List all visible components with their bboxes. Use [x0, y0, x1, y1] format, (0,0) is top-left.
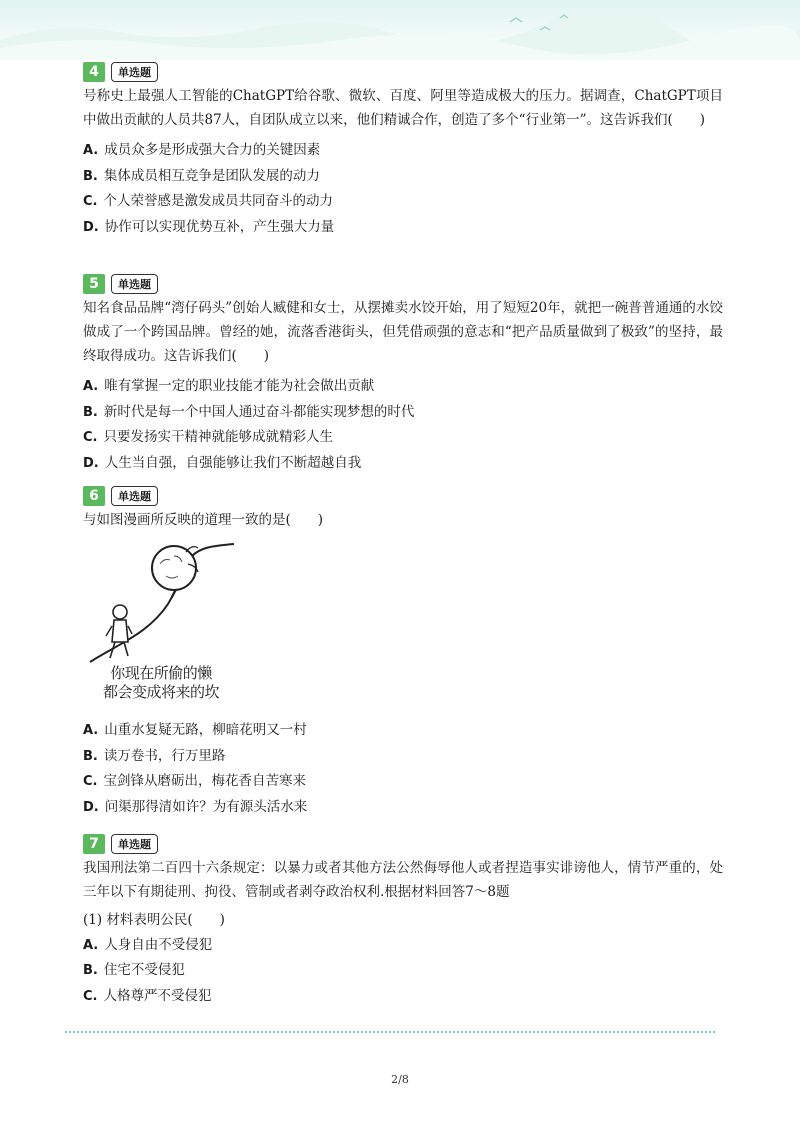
cartoon-caption-line: 你现在所偷的懒 [110, 664, 212, 682]
question-header [83, 62, 723, 82]
question-6-options [83, 718, 723, 820]
option-key: C. [83, 774, 98, 789]
option-key: A. [83, 937, 99, 953]
question-6 [83, 486, 723, 532]
option-text: 成员众多是形成强大合力的关键因素 [104, 142, 321, 158]
option-a[interactable] [83, 138, 723, 164]
option-c[interactable] [83, 984, 723, 1010]
option-key: B. [83, 963, 98, 978]
question-number: 7 [83, 834, 105, 854]
option-c[interactable] [83, 425, 723, 451]
option-text: 宝剑锋从磨砺出，梅花香自苦寒来 [103, 773, 306, 789]
cartoon-caption [86, 664, 236, 702]
option-b[interactable] [83, 164, 723, 190]
option-text: 住宅不受侵犯 [103, 962, 185, 978]
option-key: C. [83, 194, 98, 209]
option-c[interactable] [83, 189, 723, 215]
option-text: 读万卷书，行万里路 [103, 747, 226, 764]
question-stem: 知名食品品牌“湾仔码头”创始人臧健和女士，从摆摊卖水饺开始，用了短短20年，就把一碗普普通通的水饺做成了一个跨国品牌。曾经的她，流落香港街头，但凭借顽强的意志和“把产品质量做到了极致”的坚持，最终取得成功。这告诉我们( ) [83, 300, 723, 364]
option-b[interactable] [83, 400, 723, 426]
option-text: 人生当自强，自强能够让我们不断超越自我 [104, 454, 362, 471]
option-key: B. [83, 168, 98, 184]
option-text: 新时代是每一个中国人通过奋斗都能实现梦想的时代 [103, 403, 415, 420]
option-text: 问渠那得清如许？为有源头活水来 [104, 798, 308, 815]
option-b[interactable] [83, 744, 723, 770]
question-header [83, 274, 723, 294]
option-key: A. [83, 723, 99, 738]
option-key: D. [83, 799, 99, 815]
option-key: A. [83, 379, 99, 394]
option-text: 人身自由不受侵犯 [104, 936, 213, 953]
question-header [83, 834, 723, 854]
option-a[interactable] [83, 718, 723, 744]
question-number: 4 [83, 62, 105, 82]
question-header [83, 486, 723, 506]
header-landscape-graphic [0, 0, 800, 60]
option-text: 唯有掌握一定的职业技能才能为社会做出贡献 [104, 378, 375, 394]
sub-question: (1) 材料表明公民( ) [83, 912, 225, 928]
cartoon-caption-line: 都会变成将来的坎 [102, 683, 219, 701]
option-d[interactable] [83, 451, 723, 477]
option-a[interactable] [83, 374, 723, 400]
option-c[interactable] [83, 769, 723, 795]
question-type-badge: 单选题 [111, 274, 158, 294]
option-text: 个人荣誉感是激发成员共同奋斗的动力 [103, 193, 333, 209]
question-number: 5 [83, 274, 105, 294]
option-d[interactable] [83, 215, 723, 241]
option-key: B. [83, 404, 98, 420]
option-text: 协作可以实现优势互补，产生强大力量 [104, 218, 335, 235]
header-decoration [0, 0, 800, 60]
option-key: C. [83, 430, 98, 445]
question-type-badge: 单选题 [111, 486, 158, 506]
question-stem: 我国刑法第二百四十六条规定：以暴力或者其他方法公然侮辱他人或者捏造事实诽谤他人，情节严重的，处三年以下有期徒刑、拘役、管制或者剥夺政治权利.根据材料回答7～8题 [83, 860, 723, 900]
option-key: C. [83, 988, 98, 1004]
footer-divider [65, 1031, 715, 1033]
question-stem: 号称史上最强人工智能的ChatGPT给谷歌、微软、百度、阿里等造成极大的压力。据调查，ChatGPT项目中做出贡献的人员共87人，自团队成立以来，他们精诚合作，创造了多个“行业第一”。这告诉我们( ) [83, 88, 723, 128]
option-text: 山重水复疑无路，柳暗花明又一村 [104, 722, 307, 738]
option-a[interactable] [83, 933, 723, 959]
option-key: B. [83, 748, 98, 764]
option-text: 人格尊严不受侵犯 [103, 987, 212, 1004]
question-7 [83, 834, 723, 1009]
question-number: 6 [83, 486, 105, 506]
page-number: 2/8 [391, 1073, 409, 1086]
option-key: D. [83, 455, 99, 471]
question-stem: 与如图漫画所反映的道理一致的是( ) [83, 512, 324, 528]
question-type-badge: 单选题 [111, 62, 158, 82]
option-d[interactable] [83, 795, 723, 821]
question-type-badge: 单选题 [111, 834, 158, 854]
option-text: 集体成员相互竞争是团队发展的动力 [103, 167, 320, 184]
question-4 [83, 62, 723, 240]
option-key: A. [83, 143, 99, 158]
option-b[interactable] [83, 958, 723, 984]
question-5 [83, 274, 723, 476]
option-text: 只要发扬实干精神就能够成就精彩人生 [103, 429, 333, 445]
option-key: D. [83, 219, 99, 235]
